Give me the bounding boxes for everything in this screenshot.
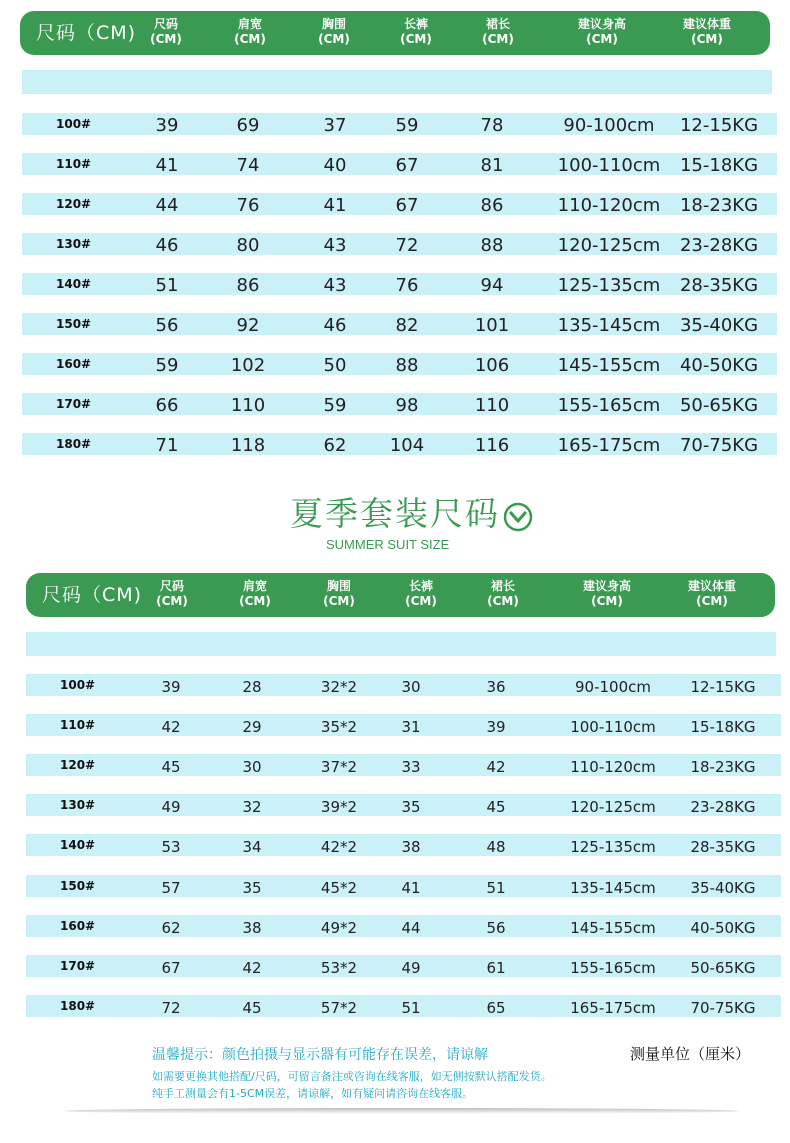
size-label: 170# (60, 958, 96, 973)
table-cell: 39 (486, 718, 506, 737)
table-cell: 42 (486, 758, 506, 777)
table-cell: 56 (155, 315, 179, 336)
table-cell: 165-175cm (557, 435, 661, 456)
table-cell: 39 (161, 678, 181, 696)
table-row (26, 754, 781, 776)
table-cell: 57*2 (320, 998, 358, 1017)
column-header: 建议身高 (CM) (582, 579, 631, 608)
table-cell: 51 (401, 998, 421, 1017)
table-cell: 41 (401, 878, 421, 897)
column-header: 肩宽 (CM) (239, 579, 271, 608)
table-cell: 50-65KG (679, 395, 759, 416)
table-cell: 43 (323, 275, 347, 296)
size-label: 100# (56, 117, 92, 131)
table-cell: 48 (486, 838, 506, 857)
table-cell: 12-15KG (679, 115, 759, 136)
table-cell: 30 (242, 758, 262, 777)
table-cell: 70-75KG (679, 435, 759, 456)
table-cell: 98 (395, 395, 419, 416)
table-cell: 92 (236, 315, 260, 336)
table-row (26, 995, 781, 1017)
table-cell: 29 (242, 718, 262, 737)
table-cell: 135-145cm (570, 878, 656, 897)
table-cell: 106 (474, 355, 510, 376)
table-row (22, 313, 777, 335)
table-cell: 32 (242, 798, 262, 817)
table-cell: 39*2 (320, 798, 358, 817)
table-header (20, 11, 770, 55)
table-cell: 36 (486, 678, 506, 696)
table-cell: 49*2 (320, 918, 358, 937)
table-cell: 74 (236, 155, 260, 176)
table-cell: 102 (230, 355, 266, 376)
section-title: 夏季套装尺码 (290, 494, 500, 533)
table-cell: 46 (323, 315, 347, 336)
table-row (22, 233, 777, 255)
table-cell: 18-23KG (679, 195, 759, 216)
table-cell: 66 (155, 395, 179, 416)
size-label: 140# (60, 838, 96, 853)
column-header: 建议体重 (CM) (687, 579, 736, 608)
table-header (26, 573, 775, 617)
table-cell: 50 (323, 355, 347, 376)
size-label: 140# (56, 277, 92, 291)
table-row (26, 714, 781, 736)
table-cell: 155-165cm (570, 958, 656, 977)
table-cell: 57 (161, 878, 181, 897)
table-cell: 39 (155, 115, 179, 136)
table-cell: 41 (323, 195, 347, 216)
table-cell: 46 (155, 235, 179, 256)
table-cell: 100-110cm (570, 718, 656, 737)
size-label: 150# (60, 878, 96, 893)
table-cell: 90-100cm (563, 115, 655, 136)
table-cell: 30 (401, 678, 421, 696)
table-cell: 72 (161, 998, 181, 1017)
table-cell: 44 (401, 918, 421, 937)
notice-text: 温馨提示：颜色拍摄与显示器有可能存在误差，请谅解 (152, 1047, 488, 1063)
notice-line: 如需要更换其他搭配/尺码，可留言备注或咨询在线客服，如无侧按默认搭配发货。 (152, 1070, 552, 1083)
table-cell: 56 (486, 918, 506, 937)
table-cell: 38 (242, 918, 262, 937)
table-cell: 125-135cm (557, 275, 661, 296)
table-cell: 42 (161, 718, 181, 737)
table-cell: 53*2 (320, 958, 358, 977)
table-cell: 86 (480, 195, 504, 216)
size-label: 100# (60, 678, 96, 692)
table-cell: 104 (389, 435, 425, 456)
table-cell: 67 (395, 195, 419, 216)
table-cell: 28-35KG (690, 838, 756, 857)
table-cell: 23-28KG (679, 235, 759, 256)
table-cell: 49 (401, 958, 421, 977)
table-cell: 37*2 (320, 758, 358, 777)
measurement-unit: 测量单位（厘米） (630, 1045, 751, 1063)
table-row (26, 875, 781, 897)
table-cell: 100-110cm (557, 155, 661, 176)
table-cell: 45 (242, 998, 262, 1017)
table-cell: 110-120cm (570, 758, 656, 777)
table-cell: 155-165cm (557, 395, 661, 416)
table-cell: 110 (230, 395, 266, 416)
table-cell: 31 (401, 718, 421, 737)
table-cell: 80 (236, 235, 260, 256)
table-cell: 35-40KG (679, 315, 759, 336)
bottom-shadow (64, 1108, 740, 1114)
column-header: 裙长 (CM) (482, 17, 514, 46)
table-cell: 120-125cm (570, 798, 656, 817)
table-cell: 118 (230, 435, 266, 456)
size-label: 160# (56, 357, 92, 371)
size-label: 110# (56, 157, 92, 171)
table-cell: 49 (161, 798, 181, 817)
table-cell: 72 (395, 235, 419, 256)
table-row (26, 674, 781, 696)
table-cell: 135-145cm (557, 315, 661, 336)
size-label: 170# (56, 397, 92, 411)
size-label: 180# (60, 998, 96, 1013)
table-cell: 78 (480, 115, 504, 136)
table-cell: 94 (480, 275, 504, 296)
table-cell: 32*2 (320, 678, 358, 696)
table-cell: 145-155cm (557, 355, 661, 376)
table-cell: 59 (155, 355, 179, 376)
column-header: 尺码 (CM) (150, 17, 182, 46)
table-row (22, 433, 777, 455)
size-label: 180# (56, 437, 92, 451)
table-cell: 34 (242, 838, 262, 857)
table-cell: 35*2 (320, 718, 358, 737)
table-cell: 33 (401, 758, 421, 777)
size-label: 120# (60, 758, 96, 773)
table-cell: 18-23KG (690, 758, 756, 777)
section-subtitle: SUMMER SUIT SIZE (326, 537, 450, 552)
table-cell: 61 (486, 958, 506, 977)
column-header: 长裤 (CM) (400, 17, 432, 46)
table-cell: 110 (474, 395, 510, 416)
table-cell: 76 (395, 275, 419, 296)
table-cell: 86 (236, 275, 260, 296)
table-row (22, 153, 777, 175)
notice-line: 纯手工测量会有1-5CM误差，请谅解，如有疑问请咨询在线客服。 (152, 1087, 474, 1100)
table-cell: 145-155cm (570, 918, 656, 937)
column-header: 胸围 (CM) (318, 17, 350, 46)
table-row (22, 353, 777, 375)
table-cell: 125-135cm (570, 838, 656, 857)
table-cell: 53 (161, 838, 181, 857)
size-label: 160# (60, 918, 96, 933)
table-cell: 35 (401, 798, 421, 817)
table-cell: 40 (323, 155, 347, 176)
table-cell: 40-50KG (679, 355, 759, 376)
table-cell: 45 (486, 798, 506, 817)
column-header: 胸围 (CM) (323, 579, 355, 608)
header-title: 尺码（CM) (42, 584, 143, 606)
blank-band (26, 632, 776, 656)
table-cell: 70-75KG (690, 998, 756, 1017)
table-cell: 81 (480, 155, 504, 176)
table-cell: 51 (155, 275, 179, 296)
table-cell: 88 (395, 355, 419, 376)
table-cell: 28-35KG (679, 275, 759, 296)
table-cell: 35-40KG (690, 878, 756, 897)
table-cell: 44 (155, 195, 179, 216)
table-cell: 43 (323, 235, 347, 256)
table-cell: 120-125cm (557, 235, 661, 256)
size-label: 150# (56, 317, 92, 331)
table-cell: 76 (236, 195, 260, 216)
table-row (22, 393, 777, 415)
table-cell: 38 (401, 838, 421, 857)
table-cell: 37 (323, 115, 347, 136)
table-cell: 42*2 (320, 838, 358, 857)
column-header: 建议身高 (CM) (577, 17, 626, 46)
table-cell: 40-50KG (690, 918, 756, 937)
table-row (26, 915, 781, 937)
size-label: 130# (56, 237, 92, 251)
table-cell: 90-100cm (575, 678, 651, 696)
blank-band (22, 70, 772, 94)
table-row (26, 834, 781, 856)
table-row (22, 273, 777, 295)
table-cell: 51 (486, 878, 506, 897)
table-cell: 35 (242, 878, 262, 897)
table-cell: 23-28KG (690, 798, 756, 817)
table-cell: 116 (474, 435, 510, 456)
table-cell: 62 (161, 918, 181, 937)
table-cell: 69 (236, 115, 260, 136)
table-cell: 45 (161, 758, 181, 777)
column-header: 裙长 (CM) (487, 579, 519, 608)
table-cell: 15-18KG (690, 718, 756, 737)
table-cell: 59 (323, 395, 347, 416)
table-row (22, 193, 777, 215)
table-cell: 41 (155, 155, 179, 176)
size-label: 110# (60, 718, 96, 733)
table-cell: 50-65KG (690, 958, 756, 977)
table-cell: 28 (242, 678, 262, 696)
header-title: 尺码（CM) (36, 22, 137, 44)
chevron-down-circle-icon (503, 502, 533, 532)
table-cell: 59 (395, 115, 419, 136)
table-cell: 65 (486, 998, 506, 1017)
table-cell: 15-18KG (679, 155, 759, 176)
table-cell: 12-15KG (690, 678, 756, 696)
size-label: 120# (56, 197, 92, 211)
table-cell: 45*2 (320, 878, 358, 897)
column-header: 尺码 (CM) (156, 579, 188, 608)
table-cell: 67 (161, 958, 181, 977)
table-cell: 42 (242, 958, 262, 977)
table-cell: 110-120cm (557, 195, 661, 216)
column-header: 建议体重 (CM) (682, 17, 731, 46)
table-row (26, 955, 781, 977)
table-cell: 165-175cm (570, 998, 656, 1017)
table-cell: 71 (155, 435, 179, 456)
table-cell: 82 (395, 315, 419, 336)
table-cell: 88 (480, 235, 504, 256)
table-cell: 101 (474, 315, 510, 336)
table-cell: 62 (323, 435, 347, 456)
column-header: 长裤 (CM) (405, 579, 437, 608)
table-row (26, 794, 781, 816)
table-row (22, 113, 777, 135)
size-label: 130# (60, 798, 96, 813)
table-cell: 67 (395, 155, 419, 176)
column-header: 肩宽 (CM) (234, 17, 266, 46)
